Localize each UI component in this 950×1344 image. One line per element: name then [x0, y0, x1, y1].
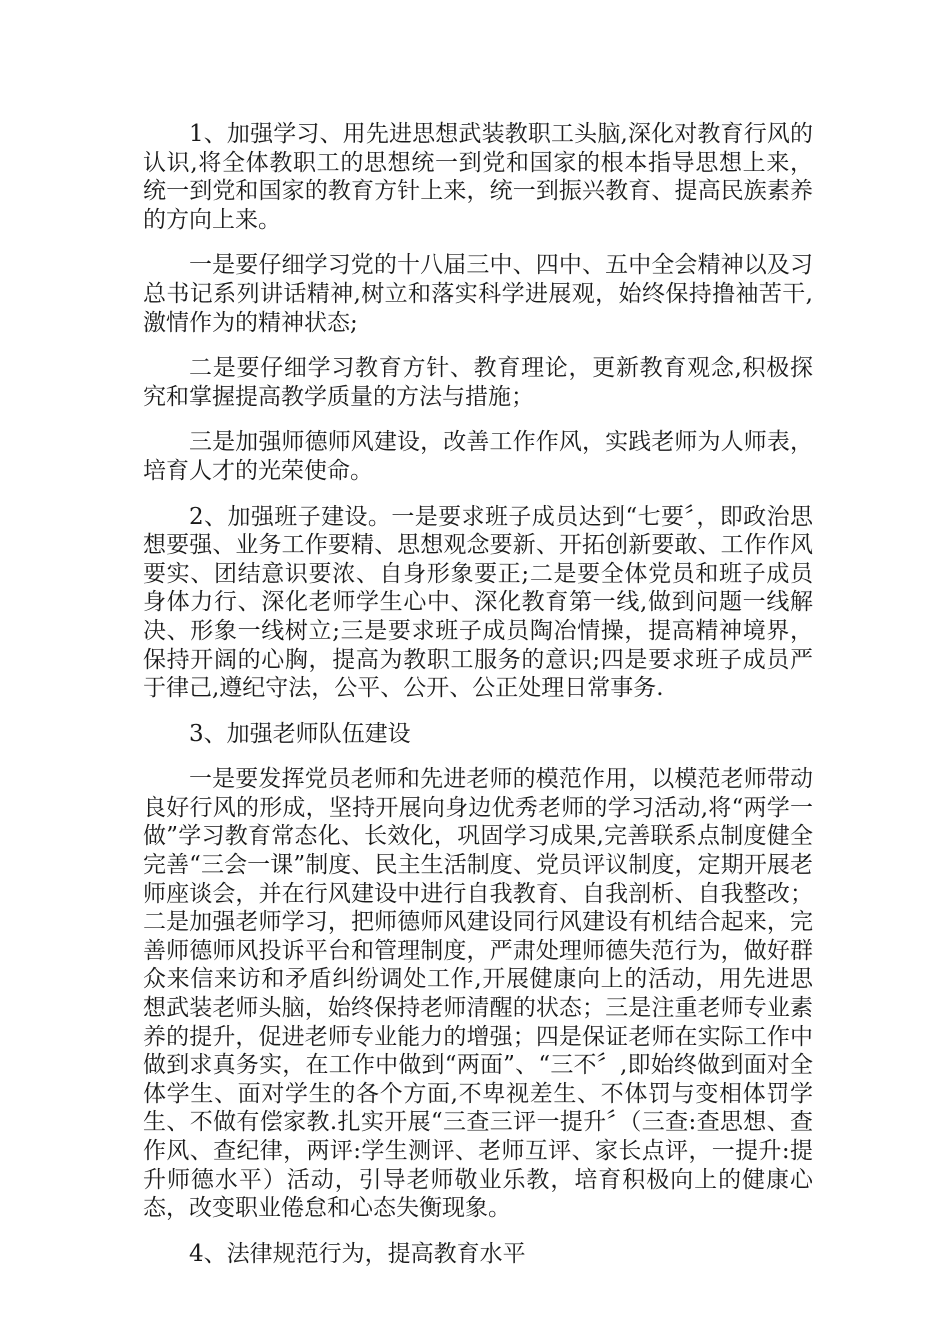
paragraph-point-1: 一是要仔细学习党的十八届三中、四中、五中全会精神以及习总书记系列讲话精神,树立和落实科学进展观，始终保持撸袖苦干,激情作为的精神状态; [143, 252, 813, 336]
paragraph-section-1-heading: 1、加强学习、用先进思想武装教职工头脑,深化对教育行风的认识,将全体教职工的思想统一到党和国家的根本指导思想上来，统一到党和国家的教育方针上来，统一到振兴教育、提高民族素养的方向上来。 [143, 121, 813, 233]
paragraph-point-3: 三是加强师德师风建设，改善工作作风，实践老师为人师表，培育人才的光荣使命。 [143, 429, 813, 484]
paragraph-section-3-body: 一是要发挥党员老师和先进老师的模范作用，以模范老师带动良好行风的形成，坚持开展向身边优秀老师的学习活动,将“两学一做”学习教育常态化、长效化，巩固学习成果,完善联系点制度健全完善“三会一课”制度、民主生活制度、党员评议制度，定期开展老师座谈会，并在行风建设中进行自我教育、自我剖析、自我整改；二是加强老师学习，把师德师风建设同行风建设有机结合起来，完善师德师风投诉平台和管理制度，严肃处理师德失范行为，做好群众来信来访和矛盾纠纷调处工作,开展健康向上的活动，用先进思想武装老师头脑，始终保持老师清醒的状态；三是注重老师专业素养的提升，促进老师专业能力的增强；四是保证老师在实际工作中做到求真务实，在工作中做到“两面”、“三不〞,即始终做到面对全体学生、面对学生的各个方面,不卑视差生、不体罚与变相体罚学生、不做有偿家教.扎实开展“三查三评一提升〞（三查:查思想、查作风、查纪律，两评:学生测评、老师互评、家长点评，一提升:提升师德水平）活动，引导老师敬业乐教，培育积极向上的健康心态，改变职业倦怠和心态失衡现象。 [143, 766, 813, 1222]
paragraph-section-3-heading: 3、加强老师队伍建设 [189, 720, 411, 747]
document-body [143, 120, 813, 1285]
paragraph-point-2: 二是要仔细学习教育方针、教育理论，更新教育观念,积极探究和掌握提高教学质量的方法与措施； [143, 355, 813, 410]
paragraph-section-2: 2、加强班子建设。一是要求班子成员达到“七要〞，即政治思想要强、业务工作要精、思想观念要新、开拓创新要敢、工作作风要实、团结意识要浓、自身形象要正;二是要全体党员和班子成员身体力行、深化老师学生心中、深化教育第一线,做到问题一线解决、形象一线树立;三是要求班子成员陶冶情操，提高精神境界，保持开阔的心胸，提高为教职工服务的意识;四是要求班子成员严于律己,遵纪守法，公平、公开、公正处理日常事务. [143, 503, 813, 702]
paragraph-section-4-heading: 4、法律规范行为，提高教育水平 [189, 1240, 526, 1267]
